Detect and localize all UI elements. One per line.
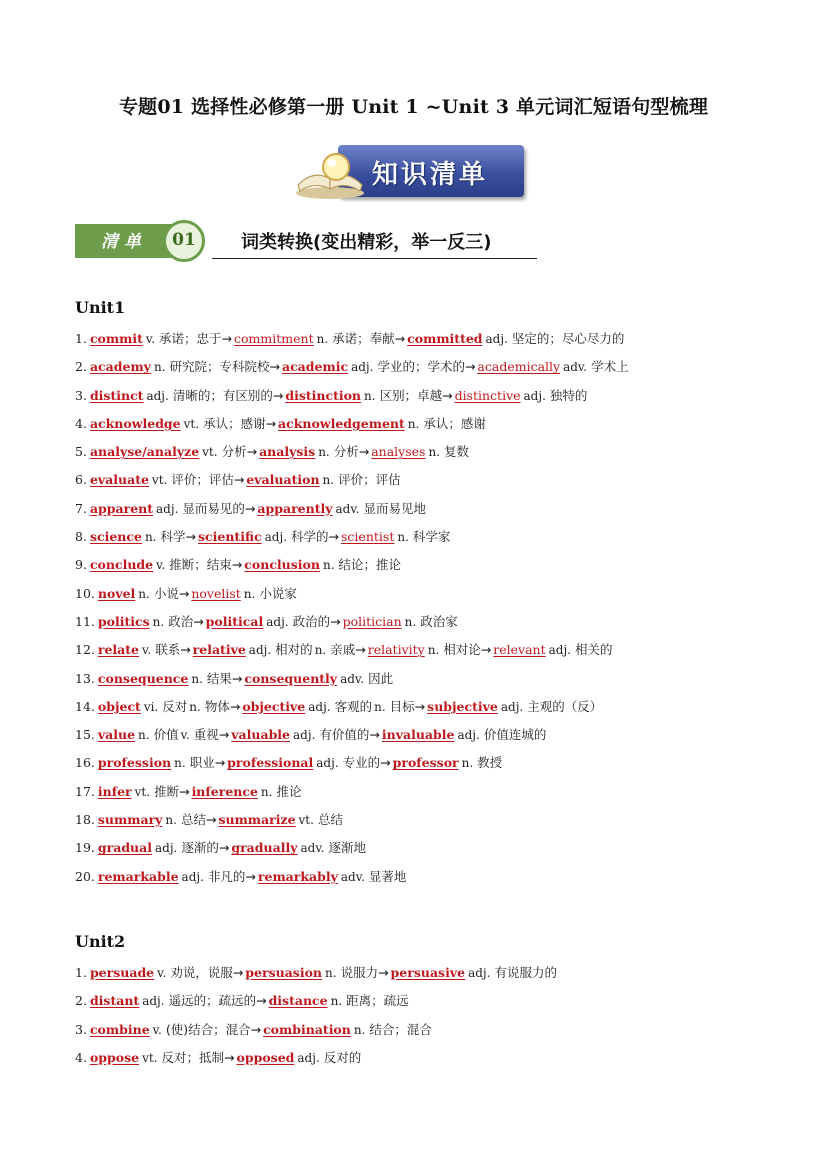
- section-title: 词类转换(变出精彩，举一反三): [241, 232, 492, 253]
- gloss-text: 反对；抵制→: [161, 1049, 235, 1065]
- gloss-text: 物体→: [204, 698, 241, 714]
- vocab-word: relativity: [367, 642, 425, 658]
- part-of-speech: vt.: [142, 1050, 158, 1065]
- gloss-text: 反对的: [323, 1049, 362, 1065]
- vocab-word: persuasive: [390, 965, 466, 980]
- list-item: [75, 495, 795, 523]
- gloss-text: 政治的→: [292, 613, 341, 629]
- vocab-word: acknowledge: [89, 415, 181, 431]
- gloss-text: 清晰的；有区别的→: [172, 387, 284, 403]
- part-of-speech: adj.: [146, 388, 169, 403]
- item-number: 14.: [75, 698, 95, 714]
- vocab-word: academic: [281, 359, 349, 375]
- vocab-word: commit: [89, 331, 143, 346]
- part-of-speech: vt.: [151, 473, 168, 488]
- part-of-speech: adj.: [142, 994, 165, 1009]
- vocab-word: professor: [392, 755, 459, 771]
- part-of-speech: n.: [144, 530, 157, 545]
- vocab-word: profession: [97, 755, 172, 771]
- gloss-text: 目标→: [389, 698, 426, 714]
- vocab-word: apparently: [257, 500, 333, 516]
- item-number: 2.: [75, 359, 87, 375]
- vocab-word: summarize: [218, 812, 296, 828]
- part-of-speech: adj.: [248, 643, 272, 658]
- gloss-text: 政治家: [420, 613, 458, 629]
- list-item: [75, 382, 795, 410]
- gloss-text: 价值: [153, 727, 179, 743]
- item-number: 16.: [75, 755, 95, 771]
- vocab-word: remarkably: [257, 868, 338, 884]
- part-of-speech: vt.: [183, 416, 200, 431]
- part-of-speech: n.: [260, 784, 273, 799]
- part-of-speech: adj.: [266, 614, 289, 629]
- part-of-speech: adj.: [316, 756, 339, 771]
- part-of-speech: v.: [180, 728, 190, 743]
- section-number-badge: [163, 220, 205, 262]
- gloss-text: 承诺；忠于→: [159, 331, 233, 346]
- vocab-word: evaluate: [89, 472, 149, 488]
- list-item: [75, 778, 795, 806]
- gloss-text: 独特的: [549, 387, 588, 403]
- gloss-text: 相关的: [574, 642, 613, 658]
- item-number: 11.: [75, 613, 95, 629]
- gloss-text: 坚定的；尽心尽力的: [511, 331, 625, 346]
- gloss-text: 职业→: [189, 755, 226, 771]
- gloss-text: 总结→: [180, 812, 217, 828]
- gloss-text: 分析→: [333, 444, 370, 460]
- unit1-word-list: [75, 325, 795, 891]
- vocab-word: summary: [97, 812, 163, 828]
- part-of-speech: n.: [353, 1022, 366, 1037]
- vocab-word: distinct: [89, 387, 144, 403]
- gloss-text: 显而易见地: [363, 500, 427, 516]
- unit1-title: Unit1: [75, 298, 126, 317]
- vocab-word: academically: [477, 359, 561, 375]
- part-of-speech: v.: [152, 1022, 162, 1037]
- vocab-word: distance: [268, 993, 328, 1009]
- gloss-text: 推断→: [154, 783, 190, 799]
- item-number: 9.: [75, 557, 87, 573]
- vocab-word: infer: [97, 783, 132, 799]
- vocab-word: conclude: [89, 557, 154, 573]
- item-number: 1.: [75, 965, 87, 980]
- list-item: [75, 863, 795, 891]
- vocab-word: relative: [192, 642, 246, 658]
- item-number: 20.: [75, 868, 95, 884]
- gloss-text: 距离；疏远: [346, 993, 409, 1009]
- part-of-speech: n.: [165, 813, 177, 828]
- list-item: [75, 721, 795, 749]
- list-item: [75, 1044, 795, 1072]
- vocab-word: remarkable: [97, 868, 179, 884]
- section-header: [75, 220, 545, 262]
- gloss-text: 科学的→: [291, 529, 340, 545]
- part-of-speech: n.: [138, 586, 150, 601]
- item-number: 1.: [75, 331, 87, 346]
- gloss-text: 结论；推论: [338, 557, 402, 573]
- vocab-word: subjective: [427, 698, 498, 714]
- item-number: 4.: [75, 415, 87, 431]
- item-number: 12.: [75, 642, 95, 658]
- vocab-word: inference: [191, 783, 258, 799]
- list-item: [75, 806, 795, 834]
- part-of-speech: adj.: [500, 699, 524, 714]
- gloss-text: 科学→: [160, 529, 196, 545]
- part-of-speech: adj.: [156, 501, 179, 516]
- part-of-speech: adv.: [300, 841, 325, 856]
- list-item: [75, 693, 795, 721]
- gloss-text: 承认；感谢→: [203, 415, 277, 431]
- part-of-speech: v.: [157, 966, 167, 980]
- gloss-text: 有价值的→: [319, 727, 380, 743]
- list-item: [75, 438, 795, 466]
- part-of-speech: n.: [152, 614, 165, 629]
- part-of-speech: adv.: [340, 869, 365, 884]
- gloss-text: 相对论→: [443, 642, 492, 658]
- vocab-word: consequently: [244, 670, 338, 686]
- part-of-speech: n.: [427, 643, 440, 658]
- vocab-word: scientist: [341, 529, 395, 545]
- gloss-text: 评价；评估→: [171, 472, 245, 488]
- vocab-word: analyse/analyze: [89, 444, 200, 460]
- part-of-speech: adv.: [563, 360, 588, 375]
- gloss-text: 劝说，说服→: [170, 965, 244, 980]
- part-of-speech: n.: [153, 360, 166, 375]
- list-item: [75, 959, 795, 987]
- item-number: 7.: [75, 500, 87, 516]
- vocab-word: evaluation: [246, 472, 320, 488]
- vocab-word: political: [205, 613, 264, 629]
- gloss-text: 复数: [444, 444, 470, 460]
- unit2-word-list: [75, 959, 795, 1072]
- vocab-word: gradual: [97, 840, 152, 856]
- part-of-speech: vt.: [298, 813, 314, 828]
- part-of-speech: n.: [330, 994, 343, 1009]
- part-of-speech: adj.: [523, 388, 546, 403]
- gloss-text: 显著地: [368, 868, 407, 884]
- vocab-word: consequence: [97, 670, 189, 686]
- item-number: 15.: [75, 727, 95, 743]
- gloss-text: 主观的（反）: [527, 698, 603, 714]
- list-item: [75, 523, 795, 551]
- gloss-text: 推论: [276, 783, 302, 799]
- gloss-text: 科学家: [412, 529, 451, 545]
- part-of-speech: n.: [374, 699, 386, 714]
- vocab-word: distinction: [285, 387, 362, 403]
- vocab-word: valuable: [231, 727, 291, 743]
- part-of-speech: n.: [407, 416, 420, 431]
- item-number: 19.: [75, 840, 95, 856]
- section-number: 01: [172, 230, 196, 250]
- gloss-text: 因此: [368, 670, 394, 686]
- vocab-word: persuasion: [245, 965, 323, 980]
- item-number: 17.: [75, 783, 95, 799]
- gloss-text: 显而易见的→: [182, 500, 256, 516]
- gloss-text: 有说服力的: [494, 965, 557, 980]
- vocab-word: academy: [89, 359, 151, 375]
- vocab-word: professional: [227, 755, 314, 771]
- vocab-word: oppose: [89, 1049, 140, 1065]
- item-number: 5.: [75, 444, 87, 460]
- part-of-speech: adj.: [351, 360, 374, 375]
- part-of-speech: v.: [156, 558, 166, 573]
- list-item: [75, 636, 795, 664]
- part-of-speech: n.: [322, 473, 335, 488]
- part-of-speech: v.: [142, 643, 152, 658]
- list-item: [75, 749, 795, 777]
- gloss-text: 总结: [317, 812, 343, 828]
- vocab-word: object: [97, 698, 141, 714]
- vocab-word: conclusion: [244, 557, 320, 573]
- part-of-speech: adv.: [340, 671, 365, 686]
- item-number: 6.: [75, 472, 87, 488]
- vocab-word: combine: [89, 1021, 150, 1037]
- list-item: [75, 665, 795, 693]
- gloss-text: 结果→: [206, 670, 243, 686]
- gloss-text: 承认；感谢: [423, 415, 486, 431]
- gloss-text: 承诺；奉献→: [332, 331, 406, 346]
- gloss-text: 遥远的；疏远的→: [168, 993, 267, 1009]
- vocab-word: science: [89, 529, 142, 545]
- part-of-speech: adj.: [468, 966, 491, 980]
- gloss-text: 逐渐地: [328, 840, 367, 856]
- part-of-speech: adj.: [264, 530, 288, 545]
- gloss-text: 逐渐的→: [181, 840, 230, 856]
- item-number: 13.: [75, 670, 95, 686]
- banner-text: 知识清单: [372, 160, 489, 190]
- part-of-speech: adj.: [548, 643, 571, 658]
- item-number: 2.: [75, 993, 87, 1009]
- part-of-speech: n.: [364, 388, 376, 403]
- gloss-text: 研究院；专科院校→: [169, 359, 280, 375]
- part-of-speech: n.: [189, 699, 201, 714]
- part-of-speech: n.: [404, 614, 417, 629]
- part-of-speech: vt.: [202, 445, 218, 460]
- part-of-speech: n.: [428, 445, 441, 460]
- gloss-text: 小说→: [153, 585, 190, 601]
- vocab-word: value: [97, 727, 136, 743]
- vocab-word: politician: [342, 613, 402, 629]
- list-item: [75, 1016, 795, 1044]
- vocab-word: novel: [97, 585, 136, 601]
- vocab-word: commitment: [234, 331, 314, 346]
- gloss-text: 小说家: [259, 585, 297, 601]
- knowledge-list-banner: [290, 143, 530, 203]
- gloss-text: 结合；混合: [369, 1021, 432, 1037]
- list-item: [75, 410, 795, 438]
- gloss-text: 区别；卓越→: [379, 387, 453, 403]
- part-of-speech: vi.: [143, 699, 159, 714]
- gloss-text: 客观的: [334, 698, 373, 714]
- section-tag-label: 清单: [101, 232, 147, 252]
- part-of-speech: n.: [316, 332, 329, 346]
- gloss-text: 评价；评估: [338, 472, 401, 488]
- part-of-speech: n.: [325, 966, 337, 980]
- gloss-text: 学业的；学术的→: [377, 359, 476, 375]
- part-of-speech: n.: [174, 756, 186, 771]
- vocab-word: acknowledgement: [278, 415, 405, 431]
- gloss-text: 重视→: [193, 727, 230, 743]
- vocab-word: analysis: [259, 444, 316, 460]
- gloss-text: 教授: [477, 755, 503, 771]
- item-number: 18.: [75, 812, 95, 828]
- part-of-speech: n.: [318, 445, 330, 460]
- gloss-text: 推断；结束→: [169, 557, 243, 573]
- part-of-speech: n.: [138, 728, 150, 743]
- part-of-speech: v.: [145, 332, 156, 346]
- part-of-speech: vt.: [134, 784, 151, 799]
- gloss-text: 非凡的→: [207, 868, 256, 884]
- document-title: 专题01 选择性必修第一册 Unit 1 ~Unit 3 单元词汇短语句型梳理: [118, 96, 709, 118]
- item-number: 3.: [75, 1021, 87, 1037]
- vocab-word: persuade: [89, 965, 155, 980]
- part-of-speech: n.: [191, 671, 203, 686]
- list-item: [75, 580, 795, 608]
- vocab-word: opposed: [236, 1049, 295, 1065]
- vocab-word: gradually: [231, 840, 298, 856]
- section-title-underline: [212, 258, 537, 259]
- part-of-speech: adj.: [308, 699, 331, 714]
- vocab-word: invaluable: [381, 727, 455, 743]
- list-item: [75, 834, 795, 862]
- vocab-word: distant: [89, 993, 140, 1009]
- part-of-speech: adj.: [297, 1050, 320, 1065]
- list-item: [75, 608, 795, 636]
- part-of-speech: n.: [397, 530, 409, 545]
- gloss-text: 专业的→: [342, 755, 391, 771]
- list-item: [75, 551, 795, 579]
- list-item: [75, 353, 795, 381]
- gloss-text: 说服力→: [340, 965, 389, 980]
- open-book-icon: [290, 149, 370, 201]
- gloss-text: 政治→: [168, 613, 204, 629]
- vocab-word: objective: [242, 698, 306, 714]
- vocab-word: analyses: [371, 444, 426, 460]
- part-of-speech: adj.: [181, 869, 204, 884]
- gloss-text: 联系→: [155, 642, 191, 658]
- gloss-text: (使)结合；混合→: [165, 1021, 262, 1037]
- vocab-word: relate: [97, 642, 140, 658]
- gloss-text: 相对的: [275, 642, 313, 658]
- list-item: [75, 325, 795, 353]
- part-of-speech: adj.: [485, 332, 508, 346]
- unit2-title: Unit2: [75, 932, 126, 951]
- part-of-speech: adj.: [155, 841, 178, 856]
- gloss-text: 分析→: [221, 444, 258, 460]
- part-of-speech: n.: [461, 756, 474, 771]
- item-number: 4.: [75, 1049, 87, 1065]
- vocab-word: committed: [407, 331, 483, 346]
- list-item: [75, 466, 795, 494]
- gloss-text: 学术上: [591, 359, 629, 375]
- vocab-word: scientific: [197, 529, 262, 545]
- part-of-speech: n.: [243, 586, 256, 601]
- item-number: 8.: [75, 529, 87, 545]
- vocab-word: novelist: [191, 585, 241, 601]
- part-of-speech: adv.: [335, 501, 360, 516]
- list-item: [75, 987, 795, 1015]
- part-of-speech: adj.: [293, 728, 316, 743]
- vocab-word: distinctive: [454, 387, 521, 403]
- gloss-text: 价值连城的: [483, 727, 547, 743]
- vocab-word: politics: [97, 613, 150, 629]
- gloss-text: 反对: [162, 698, 188, 714]
- gloss-text: 亲戚→: [330, 642, 366, 658]
- part-of-speech: adj.: [457, 728, 480, 743]
- vocab-word: combination: [263, 1021, 351, 1037]
- part-of-speech: n.: [314, 643, 327, 658]
- item-number: 10.: [75, 585, 95, 601]
- part-of-speech: n.: [322, 558, 335, 573]
- vocab-word: relevant: [493, 642, 546, 658]
- vocab-word: apparent: [89, 500, 154, 516]
- item-number: 3.: [75, 387, 87, 403]
